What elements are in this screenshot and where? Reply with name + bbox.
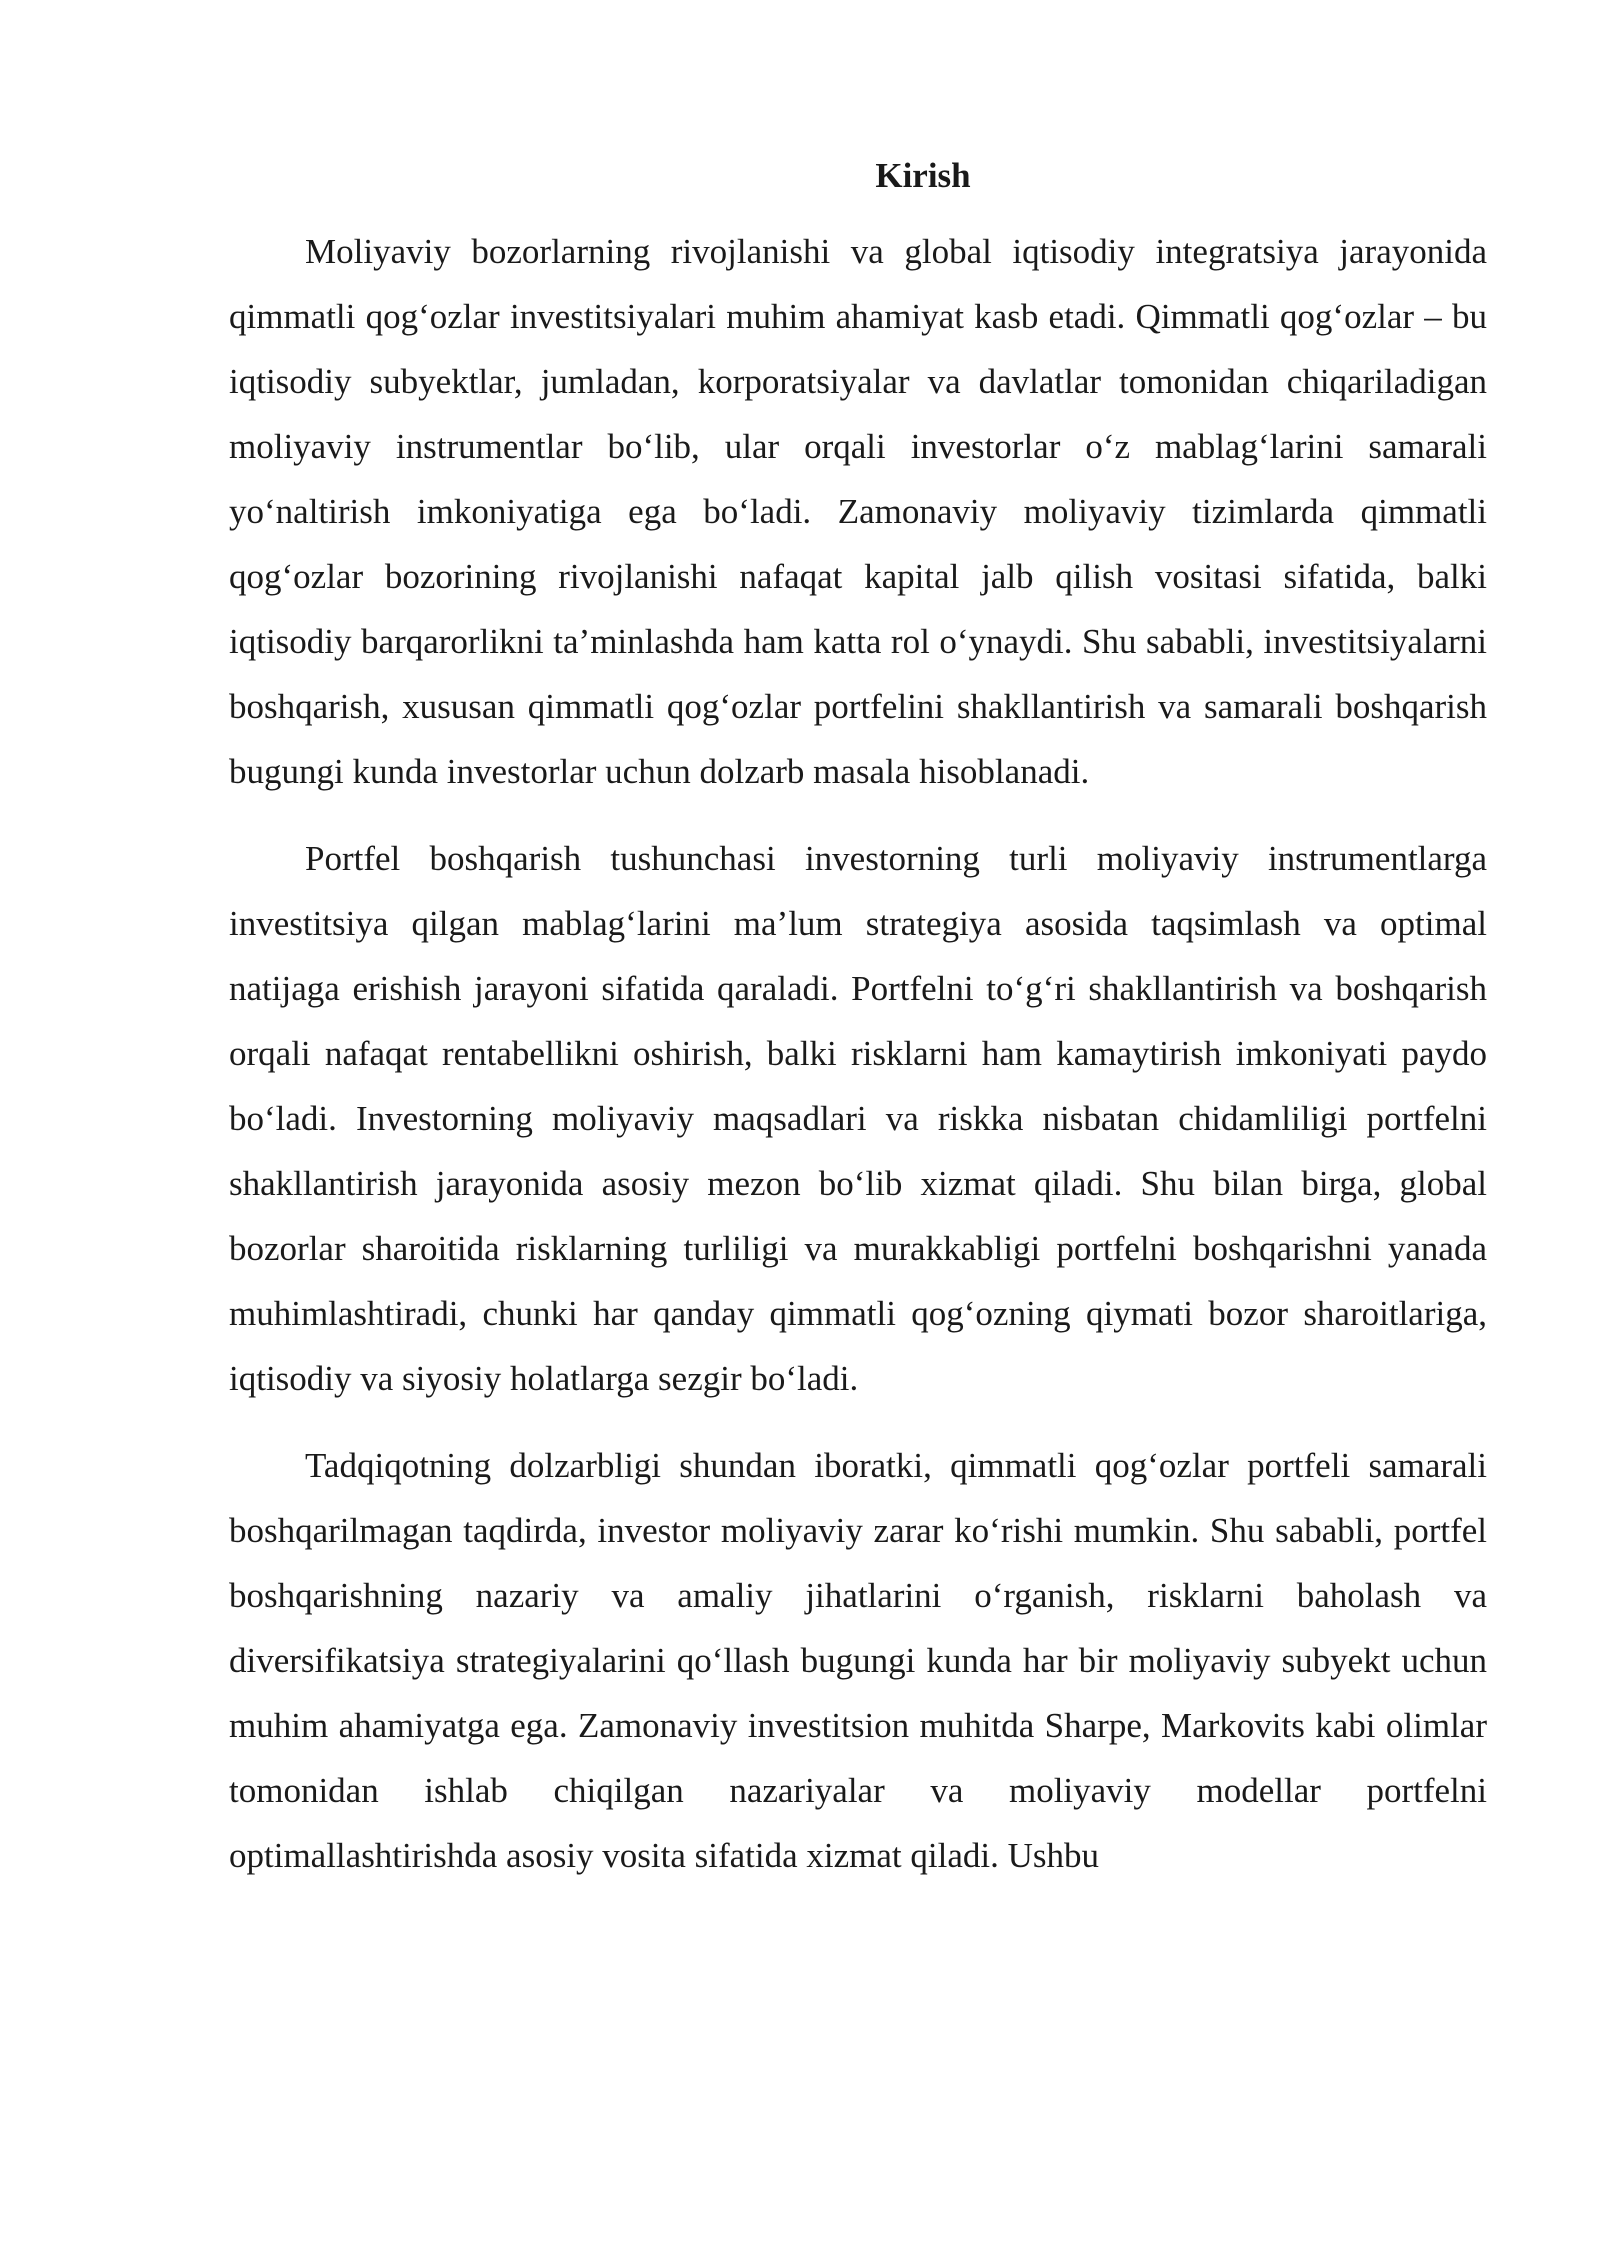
paragraph-3: Tadqiqotning dolzarbligi shundan iboratki, qimmatli qog‘ozlar portfeli samarali boshqarilmagan taqdirda, investor moliyaviy zarar ko‘rishi mumkin. Shu sababli, portfel boshqarishning nazariy va amaliy jihatlarini o‘rganish, risklarni baholash va diversifikatsiya strategiyalarini qo‘llash bugungi kunda har bir moliyaviy subyekt uchun muhim ahamiyatga ega. Zamonaviy investitsion muhitda Sharpe, Markovits kabi olimlar tomonidan ishlab chiqilgan nazariyalar va moliyaviy modellar portfelni optimallashtirishda asosiy vosita sifatida xizmat qiladi. Ushbu: [229, 1446, 1487, 1875]
page-title: Kirish: [875, 156, 971, 195]
document-body: [229, 148, 1487, 1910]
paragraph-2: Portfel boshqarish tushunchasi investorning turli moliyaviy instrumentlarga investitsiya qilgan mablag‘larini ma’lum strategiya asosida taqsimlash va optimal natijaga erishish jarayoni sifatida qaraladi. Portfelni to‘g‘ri shakllantirish va boshqarish orqali nafaqat rentabellikni oshirish, balki risklarni ham kamaytirish imkoniyati paydo bo‘ladi. Investorning moliyaviy maqsadlari va riskka nisbatan chidamliligi portfelni shakllantirish jarayonida asosiy mezon bo‘lib xizmat qiladi. Shu bilan birga, global bozorlar sharoitida risklarning turliligi va murakkabligi portfelni boshqarishni yanada muhimlashtiradi, chunki har qanday qimmatli qog‘ozning qiymati bozor sharoitlariga, iqtisodiy va siyosiy holatlarga sezgir bo‘ladi.: [229, 839, 1487, 1398]
paragraph-1: Moliyaviy bozorlarning rivojlanishi va global iqtisodiy integratsiya jarayonida qimmatli qog‘ozlar investitsiyalari muhim ahamiyat kasb etadi. Qimmatli qog‘ozlar – bu iqtisodiy subyektlar, jumladan, korporatsiyalar va davlatlar tomonidan chiqariladigan moliyaviy instrumentlar bo‘lib, ular orqali investorlar o‘z mablag‘larini samarali yo‘naltirish imkoniyatiga ega bo‘ladi. Zamonaviy moliyaviy tizimlarda qimmatli qog‘ozlar bozorining rivojlanishi nafaqat kapital jalb qilish vositasi sifatida, balki iqtisodiy barqarorlikni ta’minlashda ham katta rol o‘ynaydi. Shu sababli, investitsiyalarni boshqarish, xususan qimmatli qog‘ozlar portfelini shakllantirish va samarali boshqarish bugungi kunda investorlar uchun dolzarb masala hisoblanadi.: [229, 232, 1487, 791]
